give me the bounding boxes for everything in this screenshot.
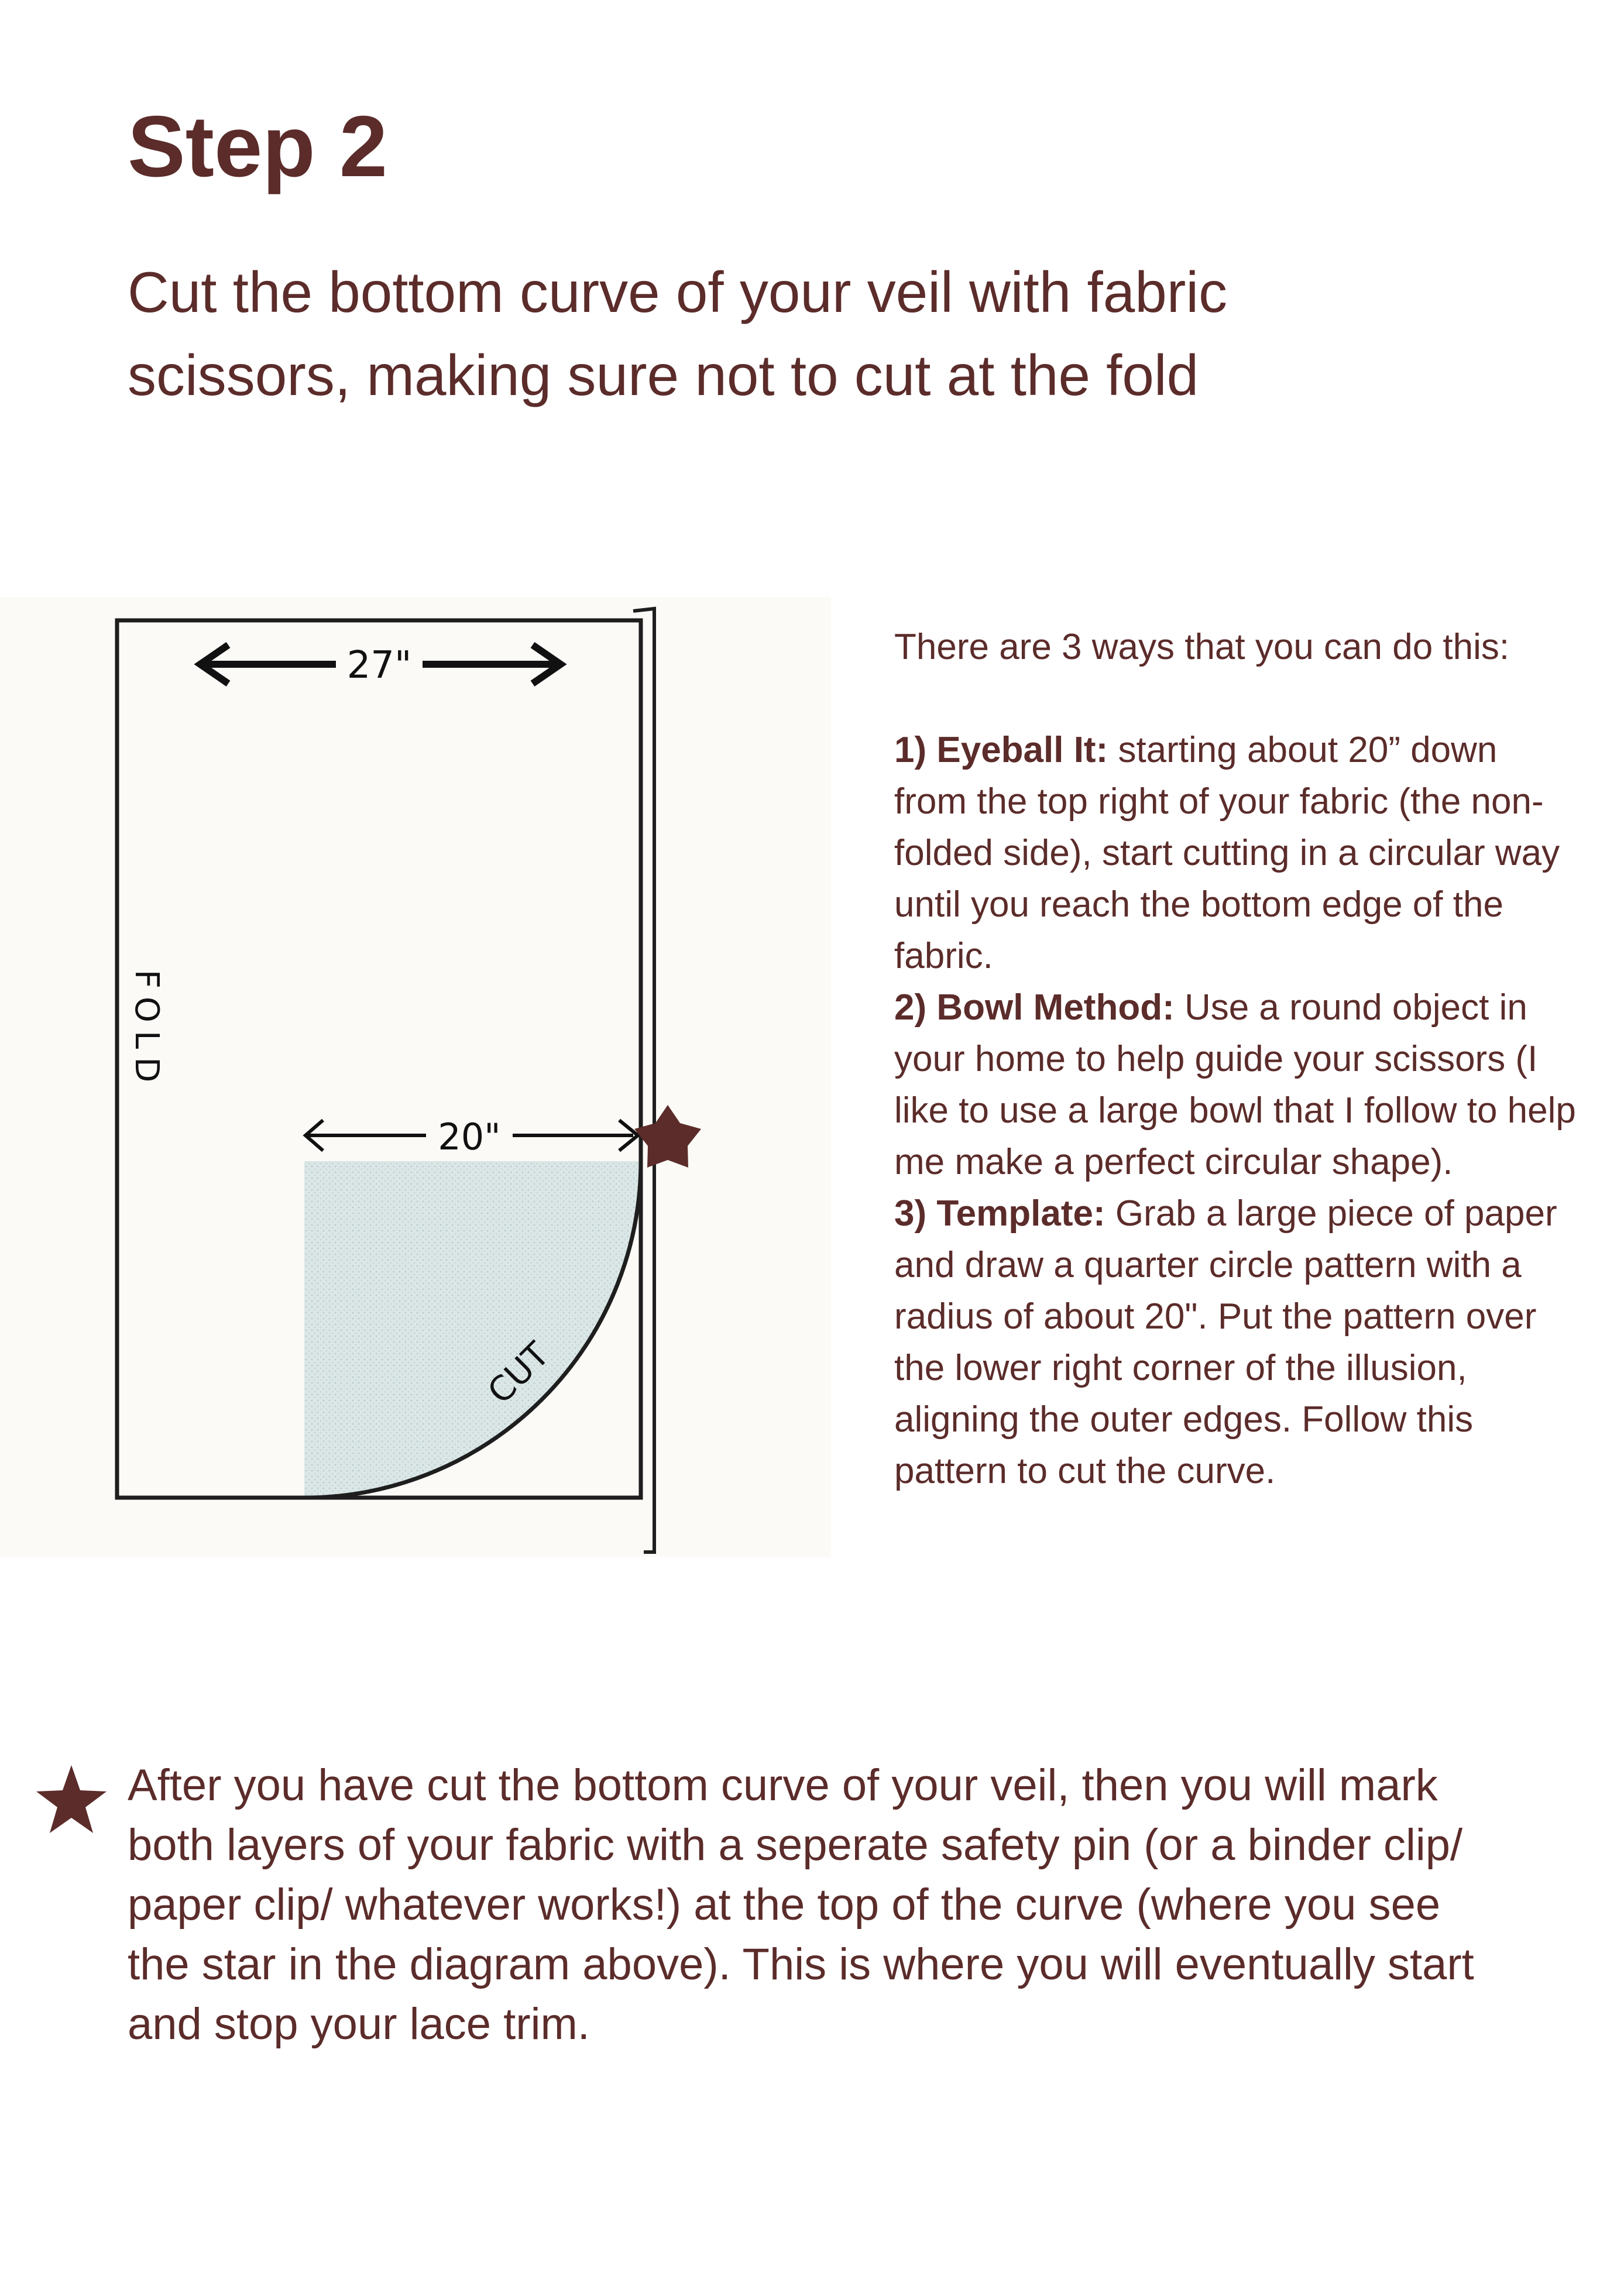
cut-label: CUT [479,1334,557,1412]
page-subtitle [128,250,1474,417]
note-line: and stop your lace trim. [128,1999,590,2049]
instructions-intro: There are 3 ways that you can do this: [894,627,1510,667]
method-label: 2) Bowl Method: [894,987,1175,1028]
veil-cutting-diagram [0,597,831,1557]
star-icon [35,1765,108,1834]
subtitle-line-1: Cut the bottom curve of your veil with fabric [128,260,1228,324]
instructions-panel [894,622,1579,1497]
method-label: 1) Eyeball It: [894,730,1108,770]
method-template [894,1188,1579,1497]
method-label: 3) Template: [894,1193,1105,1234]
method-text: Grab a large piece of paper and draw a quarter circle pattern with a radius of about 20". Put the pattern over the lower right corner of the illusion, aligning the outer edges. Follow this pattern to cut the curve. [894,1193,1557,1491]
method-bowl [894,982,1579,1188]
method-text: Use a round object in your home to help guide your scissors (I like to use a large bowl that I follow to help me make a perfect circular shape). [894,987,1576,1182]
fold-label: FOLD [128,969,166,1091]
note-line: After you have cut the bottom curve of your veil, then you will mark [128,1760,1438,1810]
after-cut-note [128,1756,1515,2054]
note-line: paper clip/ whatever works!) at the top of the curve (where you see [128,1880,1441,1930]
note-line: both layers of your fabric with a seperate safety pin (or a binder clip/ [128,1820,1463,1870]
method-text: starting about 20” down from the top right of your fabric (the non-folded side), start cutting in a circular way until you reach the bottom edge of the fabric. [894,730,1560,976]
curve-measure-label: 20" [438,1115,501,1158]
subtitle-line-2: scissors, making sure not to cut at the fold [128,343,1199,407]
note-line: the star in the diagram above). This is where you will eventually start [128,1940,1474,1989]
top-measure-label: 27" [346,644,412,687]
method-eyeball [894,725,1579,982]
page-title: Step 2 [128,98,388,195]
